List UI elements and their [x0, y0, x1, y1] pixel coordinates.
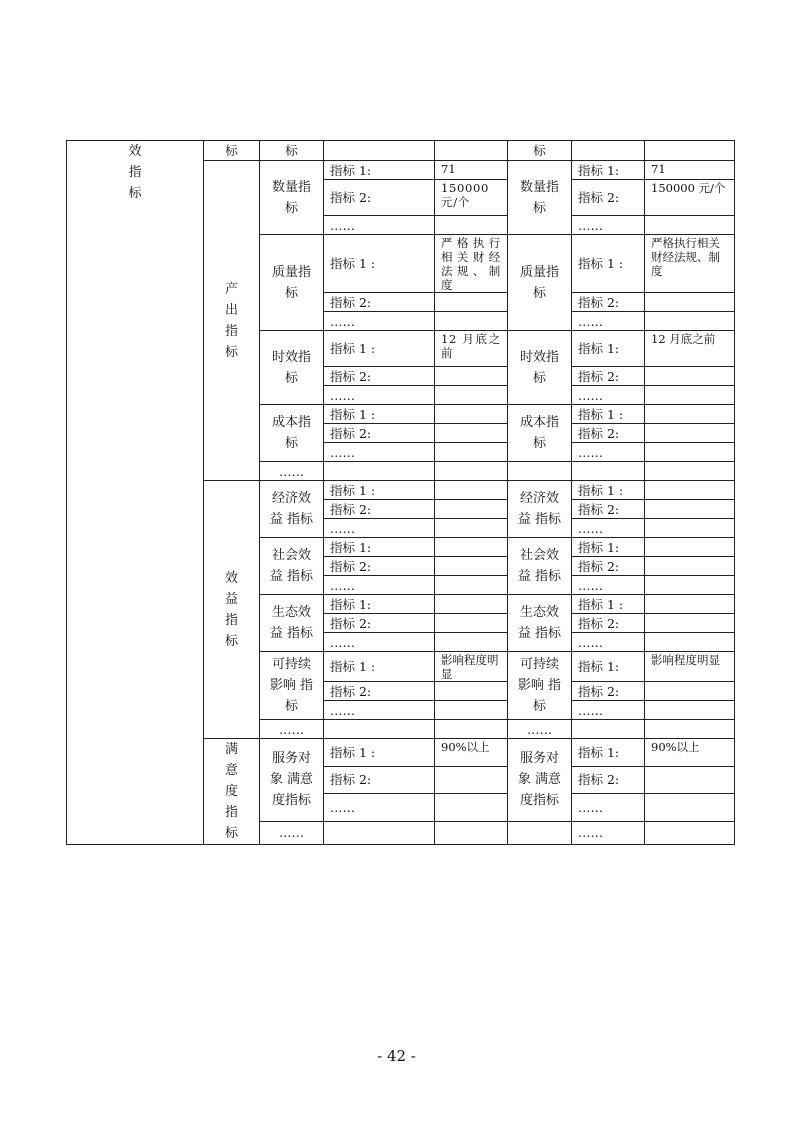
right-value-cell: 71 — [645, 161, 735, 180]
left-index-cell: 指标 1 : — [324, 405, 435, 424]
level3-indicator-cell: 成本指标 — [260, 405, 324, 462]
left-value-cell — [435, 367, 508, 386]
right-value-cell — [645, 595, 735, 614]
left-extra-value-cell — [435, 720, 508, 739]
right-index-cell: …… — [572, 216, 645, 235]
right-index-cell: 指标 1: — [572, 652, 645, 682]
right-index-cell: 指标 2: — [572, 500, 645, 519]
right-index-cell: 指标 1 : — [572, 595, 645, 614]
right-index-cell: 指标 1 : — [572, 235, 645, 293]
right-value-cell — [645, 312, 735, 331]
right-level3-indicator-cell: 数量指标 — [508, 161, 572, 235]
left-value-cell: 71 — [435, 161, 508, 180]
right-extra-value-cell — [645, 462, 735, 481]
performance-indicator-table — [66, 140, 735, 845]
right-value-cell: 12 月底之前 — [645, 331, 735, 367]
left-index-cell: …… — [324, 312, 435, 331]
left-index-cell: 指标 2: — [324, 424, 435, 443]
right-extra-value-cell — [645, 720, 735, 739]
right-value-cell — [645, 293, 735, 312]
level2-category-cell — [204, 481, 260, 739]
level3-indicator-cell: 社会效益 指标 — [260, 538, 324, 595]
left-value-cell — [435, 443, 508, 462]
right-index-cell: …… — [572, 794, 645, 822]
left-value-cell — [435, 519, 508, 538]
right-value-cell — [645, 794, 735, 822]
right-index-cell: …… — [572, 443, 645, 462]
left-index-cell: 指标 1 : — [324, 739, 435, 767]
level3-indicator-cell: 经济效益 指标 — [260, 481, 324, 538]
level1-category-cell-text: 效指标 — [128, 144, 142, 201]
left-index-cell: 指标 2: — [324, 614, 435, 633]
left-value-cell — [435, 405, 508, 424]
left-extra-index-cell — [324, 462, 435, 481]
right-index-cell: 指标 1: — [572, 739, 645, 767]
right-value-cell: 150000 元/个 — [645, 180, 735, 216]
level3-indicator-cell: 质量指标 — [260, 235, 324, 331]
left-extra-cell: …… — [260, 720, 324, 739]
left-value-cell: 90%以上 — [435, 739, 508, 767]
right-index-cell: …… — [572, 312, 645, 331]
left-value-cell — [435, 682, 508, 701]
left-extra-value-cell — [435, 462, 508, 481]
left-index-cell: …… — [324, 794, 435, 822]
right-level3-indicator-cell: 服务对象 满意度指标 — [508, 739, 572, 822]
right-value-cell — [645, 481, 735, 500]
left-index-cell: 指标 1 : — [324, 481, 435, 500]
header-level3: 标 — [260, 141, 324, 161]
left-extra-index-cell — [324, 720, 435, 739]
left-index-cell: 指标 1 : — [324, 235, 435, 293]
left-value-cell — [435, 424, 508, 443]
left-index-cell: 指标 1: — [324, 161, 435, 180]
left-index-cell: 指标 2: — [324, 180, 435, 216]
left-index-cell: 指标 2: — [324, 557, 435, 576]
left-index-cell: …… — [324, 519, 435, 538]
left-extra-cell: …… — [260, 462, 324, 481]
level3-indicator-cell: 生态效益 指标 — [260, 595, 324, 652]
right-extra-cell: …… — [508, 720, 572, 739]
header-right-index — [572, 141, 645, 161]
left-value-cell — [435, 293, 508, 312]
right-value-cell — [645, 443, 735, 462]
header-plan-value — [435, 141, 508, 161]
right-index-cell: 指标 2: — [572, 682, 645, 701]
left-extra-cell: …… — [260, 821, 324, 844]
right-value-cell — [645, 538, 735, 557]
right-value-cell: 90%以上 — [645, 739, 735, 767]
left-value-cell: 影响程度明显 — [435, 652, 508, 682]
left-value-cell — [435, 557, 508, 576]
left-index-cell: …… — [324, 386, 435, 405]
left-index-cell: …… — [324, 216, 435, 235]
right-level3-indicator-cell: 社会效益 指标 — [508, 538, 572, 595]
right-value-cell — [645, 701, 735, 720]
right-value-cell — [645, 682, 735, 701]
right-index-cell: 指标 1: — [572, 538, 645, 557]
right-index-cell: 指标 1: — [572, 161, 645, 180]
level2-category-cell-text: 产出指标 — [224, 281, 238, 360]
left-index-cell: 指标 2: — [324, 367, 435, 386]
left-value-cell — [435, 312, 508, 331]
left-value-cell: 12 月底之前 — [435, 331, 508, 367]
left-index-cell: 指标 2: — [324, 293, 435, 312]
left-value-cell — [435, 500, 508, 519]
left-value-cell — [435, 794, 508, 822]
left-value-cell — [435, 701, 508, 720]
right-index-cell: 指标 2: — [572, 557, 645, 576]
right-index-cell: …… — [572, 386, 645, 405]
left-index-cell: …… — [324, 576, 435, 595]
level2-category-cell — [204, 161, 260, 481]
right-level3-indicator-cell: 时效指标 — [508, 331, 572, 405]
left-index-cell: …… — [324, 701, 435, 720]
right-value-cell — [645, 557, 735, 576]
right-extra-index-cell — [572, 462, 645, 481]
left-value-cell — [435, 481, 508, 500]
right-value-cell — [645, 633, 735, 652]
right-extra-cell — [508, 462, 572, 481]
header-right-level3: 标 — [508, 141, 572, 161]
right-value-cell — [645, 614, 735, 633]
left-value-cell — [435, 633, 508, 652]
right-level3-indicator-cell: 经济效益 指标 — [508, 481, 572, 538]
level1-category-cell — [67, 141, 204, 845]
right-extra-index-cell: …… — [572, 821, 645, 844]
left-value-cell — [435, 595, 508, 614]
right-level3-indicator-cell: 生态效益 指标 — [508, 595, 572, 652]
left-value-cell — [435, 766, 508, 794]
left-index-cell: 指标 2: — [324, 500, 435, 519]
right-extra-cell — [508, 821, 572, 844]
left-extra-index-cell — [324, 821, 435, 844]
page-number: - 42 - — [377, 1047, 416, 1065]
level2-category-cell-text: 效益指标 — [224, 570, 238, 649]
right-value-cell — [645, 216, 735, 235]
right-value-cell — [645, 576, 735, 595]
right-index-cell: 指标 2: — [572, 293, 645, 312]
right-level3-indicator-cell: 成本指标 — [508, 405, 572, 462]
right-value-cell — [645, 519, 735, 538]
level2-category-cell — [204, 739, 260, 845]
right-index-cell: …… — [572, 701, 645, 720]
right-index-cell: 指标 2: — [572, 367, 645, 386]
header-plan-index — [324, 141, 435, 161]
right-value-cell — [645, 500, 735, 519]
left-value-cell: 150000 元/个 — [435, 180, 508, 216]
left-value-cell — [435, 386, 508, 405]
right-index-cell: 指标 2: — [572, 766, 645, 794]
left-value-cell — [435, 216, 508, 235]
right-extra-index-cell — [572, 720, 645, 739]
right-index-cell: …… — [572, 633, 645, 652]
level3-indicator-cell: 服务对象 满意度指标 — [260, 739, 324, 822]
right-index-cell: 指标 2: — [572, 614, 645, 633]
right-extra-value-cell — [645, 821, 735, 844]
level2-category-cell-text: 满意度指标 — [224, 742, 238, 841]
right-value-cell — [645, 367, 735, 386]
right-index-cell: …… — [572, 519, 645, 538]
left-index-cell: …… — [324, 633, 435, 652]
right-index-cell: 指标 1 : — [572, 405, 645, 424]
left-index-cell: 指标 2: — [324, 682, 435, 701]
right-value-cell — [645, 424, 735, 443]
left-index-cell: …… — [324, 443, 435, 462]
left-index-cell: 指标 1: — [324, 595, 435, 614]
left-value-cell — [435, 538, 508, 557]
right-index-cell: …… — [572, 576, 645, 595]
left-index-cell: 指标 1 : — [324, 331, 435, 367]
right-value-cell: 影响程度明显 — [645, 652, 735, 682]
right-index-cell: 指标 2: — [572, 180, 645, 216]
left-index-cell: 指标 2: — [324, 766, 435, 794]
right-value-cell: 严格执行相关财经法规、制度 — [645, 235, 735, 293]
right-level3-indicator-cell: 质量指标 — [508, 235, 572, 331]
left-value-cell — [435, 576, 508, 595]
level3-indicator-cell: 时效指标 — [260, 331, 324, 405]
left-value-cell: 严格执行相关财经法规、制度 — [435, 235, 508, 293]
left-value-cell — [435, 614, 508, 633]
right-value-cell — [645, 766, 735, 794]
header-level2: 标 — [204, 141, 260, 161]
level3-indicator-cell: 数量指标 — [260, 161, 324, 235]
right-value-cell — [645, 386, 735, 405]
left-extra-value-cell — [435, 821, 508, 844]
right-index-cell: 指标 1: — [572, 331, 645, 367]
level3-indicator-cell: 可持续影响 指标 — [260, 652, 324, 720]
right-index-cell: 指标 1 : — [572, 481, 645, 500]
right-value-cell — [645, 405, 735, 424]
header-right-value — [645, 141, 735, 161]
right-index-cell: 指标 2: — [572, 424, 645, 443]
left-index-cell: 指标 1 : — [324, 652, 435, 682]
left-index-cell: 指标 1: — [324, 538, 435, 557]
right-level3-indicator-cell: 可持续影响 指标 — [508, 652, 572, 720]
